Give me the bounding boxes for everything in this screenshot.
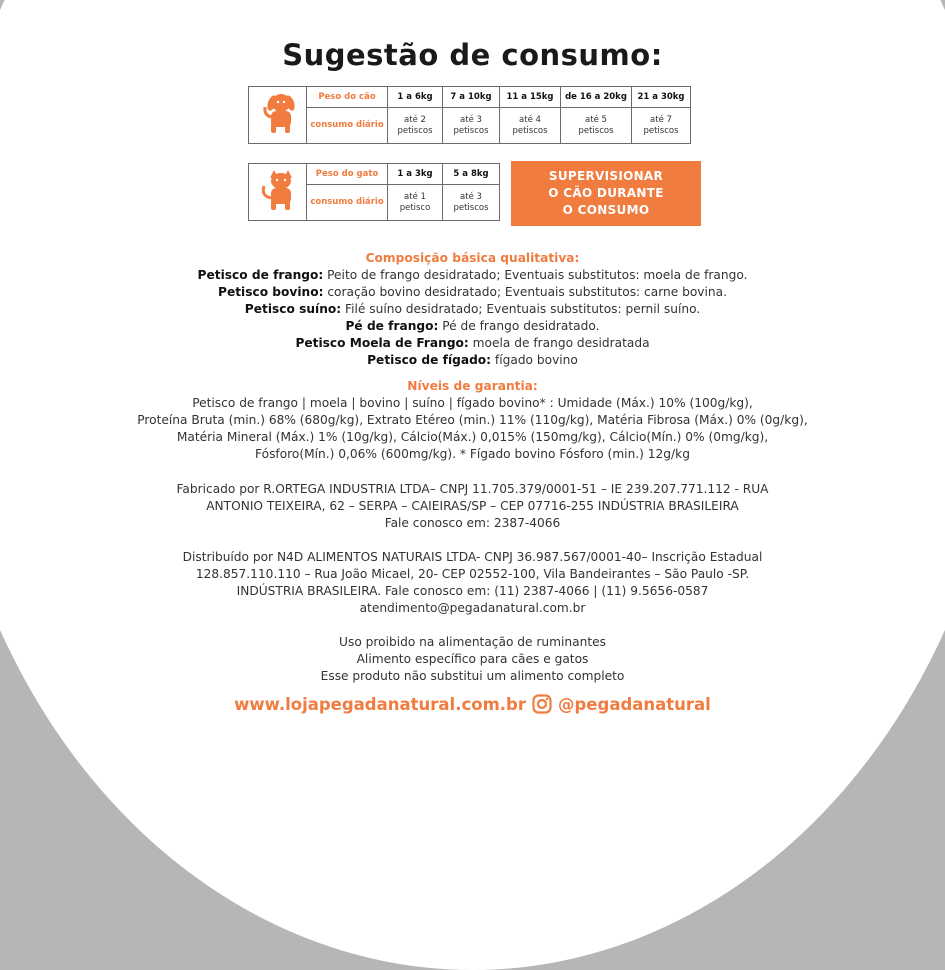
distributor-line: 128.857.110.110 – Rua João Micael, 20- CEP 02552-100, Vila Bandeirantes – São Paulo -SP.	[195, 567, 750, 581]
notice-line: Alimento específico para cães e gatos	[356, 652, 589, 666]
dog-consumption-label: consumo diário	[307, 108, 388, 144]
guarantee-line: Fósforo(Mín.) 0,06% (600mg/kg). * Fígado bovino Fósforo (min.) 12g/kg	[255, 447, 690, 461]
dog-consumption-value: até 3 petiscos	[443, 108, 500, 144]
cat-icon-cell	[249, 164, 307, 221]
dog-weight-label: Peso do cão	[307, 87, 388, 108]
cat-icon	[256, 166, 300, 214]
footer-links	[0, 694, 945, 714]
page-title: Sugestão de consumo:	[282, 38, 663, 72]
guarantee-title: Níveis de garantia:	[407, 379, 538, 393]
composition-item: Petisco bovino: coração bovino desidratado; Eventuais substitutos: carne bovina.	[218, 285, 727, 299]
dog-icon	[256, 89, 300, 137]
distributor-info	[0, 549, 945, 617]
dog-consumption-value: até 4 petiscos	[500, 108, 561, 144]
notice-line: Uso proibido na alimentação de ruminantes	[339, 635, 606, 649]
dog-feeding-table	[248, 86, 691, 144]
manufacturer-info	[0, 481, 945, 532]
dog-weight-col: 11 a 15kg	[500, 87, 561, 108]
manufacturer-line: ANTONIO TEIXEIRA, 62 – SERPA – CAIEIRAS/SP – CEP 07716-255 INDÚSTRIA BRASILEIRA	[206, 499, 739, 513]
dog-weight-col: 7 a 10kg	[443, 87, 500, 108]
composition-title: Composição básica qualitativa:	[365, 251, 580, 265]
instagram-icon[interactable]	[532, 694, 552, 714]
manufacturer-line: Fabricado por R.ORTEGA INDUSTRIA LTDA– CNPJ 11.705.379/0001-51 – IE 239.207.771.112 - RUA	[176, 482, 769, 496]
cat-consumption-value: até 1 petisco	[388, 185, 443, 221]
guarantee-section	[0, 378, 945, 463]
instagram-handle[interactable]: @pegadanatural	[558, 694, 711, 714]
guarantee-line: Petisco de frango | moela | bovino | suíno | fígado bovino* : Umidade (Máx.) 10% (100g/kg),	[192, 396, 753, 410]
dog-weight-col: 1 a 6kg	[388, 87, 443, 108]
guarantee-line: Matéria Mineral (Máx.) 1% (10g/kg), Cálcio(Máx.) 0,015% (150mg/kg), Cálcio(Mín.) 0% (0mg/kg),	[176, 430, 769, 444]
dog-weight-col: de 16 a 20kg	[561, 87, 632, 108]
composition-item: Petisco de frango: Peito de frango desidratado; Eventuais substitutos: moela de frango.	[197, 268, 748, 282]
cat-consumption-label: consumo diário	[307, 185, 388, 221]
composition-item: Pé de frango: Pé de frango desidratado.	[345, 319, 600, 333]
distributor-line: INDÚSTRIA BRASILEIRA. Fale conosco em: (11) 2387-4066 | (11) 9.5656-0587	[236, 584, 709, 598]
distributor-email[interactable]: atendimento@pegadanatural.com.br	[359, 601, 586, 615]
notice-line: Esse produto não substitui um alimento completo	[320, 669, 625, 683]
composition-item: Petisco Moela de Frango: moela de frango desidratada	[295, 336, 650, 350]
dog-consumption-value: até 5 petiscos	[561, 108, 632, 144]
dog-consumption-value: até 2 petiscos	[388, 108, 443, 144]
composition-item: Petisco suíno: Filé suíno desidratado; Eventuais substitutos: pernil suíno.	[244, 302, 701, 316]
cat-feeding-table	[248, 163, 500, 221]
guarantee-line: Proteína Bruta (min.) 68% (680g/kg), Extrato Etéreo (min.) 11% (110g/kg), Matéria Fibrosa (Máx.) 0% (0g/kg),	[137, 413, 808, 427]
composition-item: Petisco de fígado: fígado bovino	[367, 353, 578, 367]
cat-consumption-value: até 3 petiscos	[443, 185, 500, 221]
usage-notices	[0, 634, 945, 685]
dog-icon-cell	[249, 87, 307, 144]
manufacturer-line: Fale conosco em: 2387-4066	[384, 516, 561, 530]
cat-weight-label: Peso do gato	[307, 164, 388, 185]
dog-consumption-value: até 7 petiscos	[632, 108, 691, 144]
website-link[interactable]: www.lojapegadanatural.com.br	[234, 694, 526, 714]
cat-weight-col: 1 a 3kg	[388, 164, 443, 185]
composition-section	[0, 250, 945, 369]
dog-weight-col: 21 a 30kg	[632, 87, 691, 108]
cat-weight-col: 5 a 8kg	[443, 164, 500, 185]
distributor-line: Distribuído por N4D ALIMENTOS NATURAIS LTDA- CNPJ 36.987.567/0001-40– Inscrição Estadual	[182, 550, 763, 564]
supervise-notice: SUPERVISIONAR O CÃO DURANTE O CONSUMO	[511, 161, 701, 226]
